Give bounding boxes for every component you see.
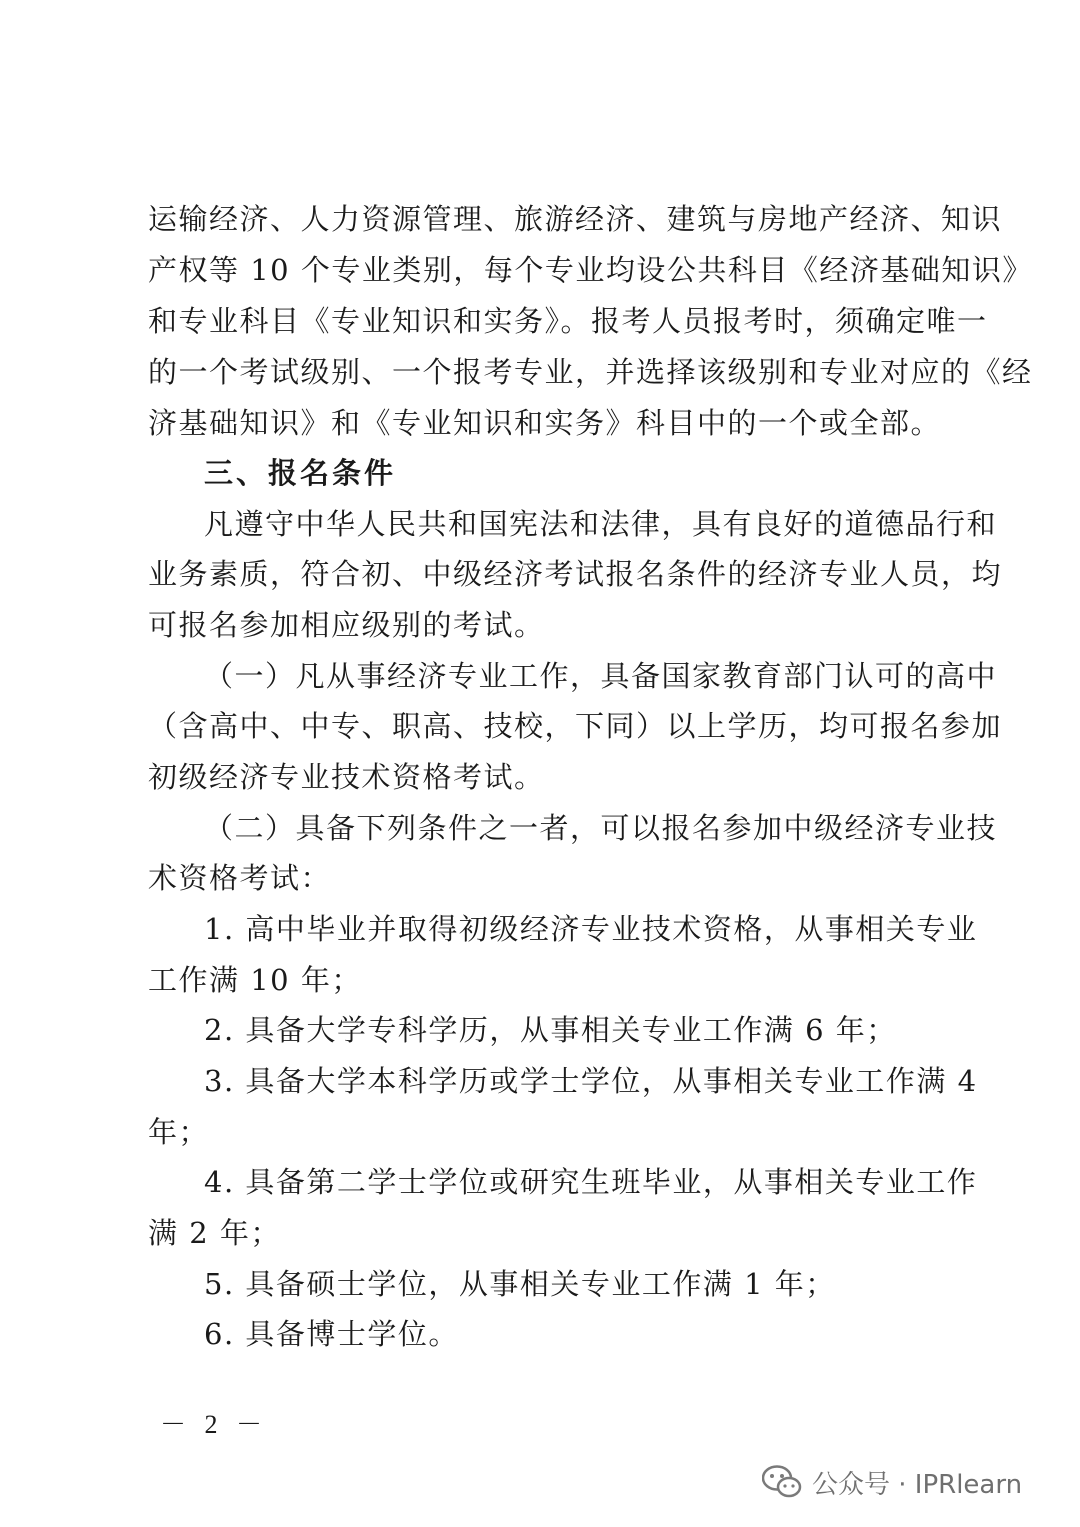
condition-item: 4. 具备第二学士学位或研究生班毕业，从事相关专业工作	[204, 1165, 978, 1199]
condition-item: 工作满 10 年；	[148, 963, 362, 997]
condition-item: 1. 高中毕业并取得初级经济专业技术资格，从事相关专业	[204, 912, 978, 946]
condition-item: 2. 具备大学专科学历，从事相关专业工作满 6 年；	[204, 1013, 897, 1047]
body-line: 和专业科目《专业知识和实务》。报考人员报考时，须确定唯一	[148, 304, 988, 338]
page-number: － 2 －	[160, 1410, 269, 1439]
condition-item: 5. 具备硕士学位，从事相关专业工作满 1 年；	[204, 1267, 836, 1301]
body-line: 的一个考试级别、一个报考专业，并选择该级别和专业对应的《经	[148, 355, 1033, 389]
body-line: 术资格考试：	[148, 861, 332, 895]
body-line: （二）具备下列条件之一者，可以报名参加中级经济专业技	[204, 811, 998, 845]
body-line: 可报名参加相应级别的考试。	[148, 608, 545, 642]
section-heading: 三、报名条件	[204, 456, 397, 490]
condition-item: 6. 具备博士学位。	[204, 1317, 459, 1351]
condition-item: 年；	[148, 1115, 210, 1149]
body-line: 运输经济、人力资源管理、旅游经济、建筑与房地产经济、知识	[148, 202, 1003, 236]
body-line: 凡遵守中华人民共和国宪法和法律，具有良好的道德品行和	[204, 507, 998, 541]
wechat-icon	[762, 1465, 802, 1499]
body-line: 济基础知识》和《专业知识和实务》科目中的一个或全部。	[148, 406, 942, 440]
body-line: 业务素质，符合初、中级经济考试报名条件的经济专业人员，均	[148, 557, 1003, 591]
condition-item: 满 2 年；	[148, 1216, 281, 1250]
body-line: 初级经济专业技术资格考试。	[148, 760, 545, 794]
watermark-text: 公众号 · IPRlearn	[812, 1469, 1023, 1500]
body-line: （含高中、中专、职高、技校，下同）以上学历，均可报名参加	[148, 709, 1003, 743]
body-line: （一）凡从事经济专业工作，具备国家教育部门认可的高中	[204, 659, 998, 693]
watermark	[762, 1462, 1022, 1502]
condition-item: 3. 具备大学本科学历或学士学位，从事相关专业工作满 4	[204, 1064, 978, 1098]
body-line: 产权等 10 个专业类别，每个专业均设公共科目《经济基础知识》	[148, 253, 1033, 287]
